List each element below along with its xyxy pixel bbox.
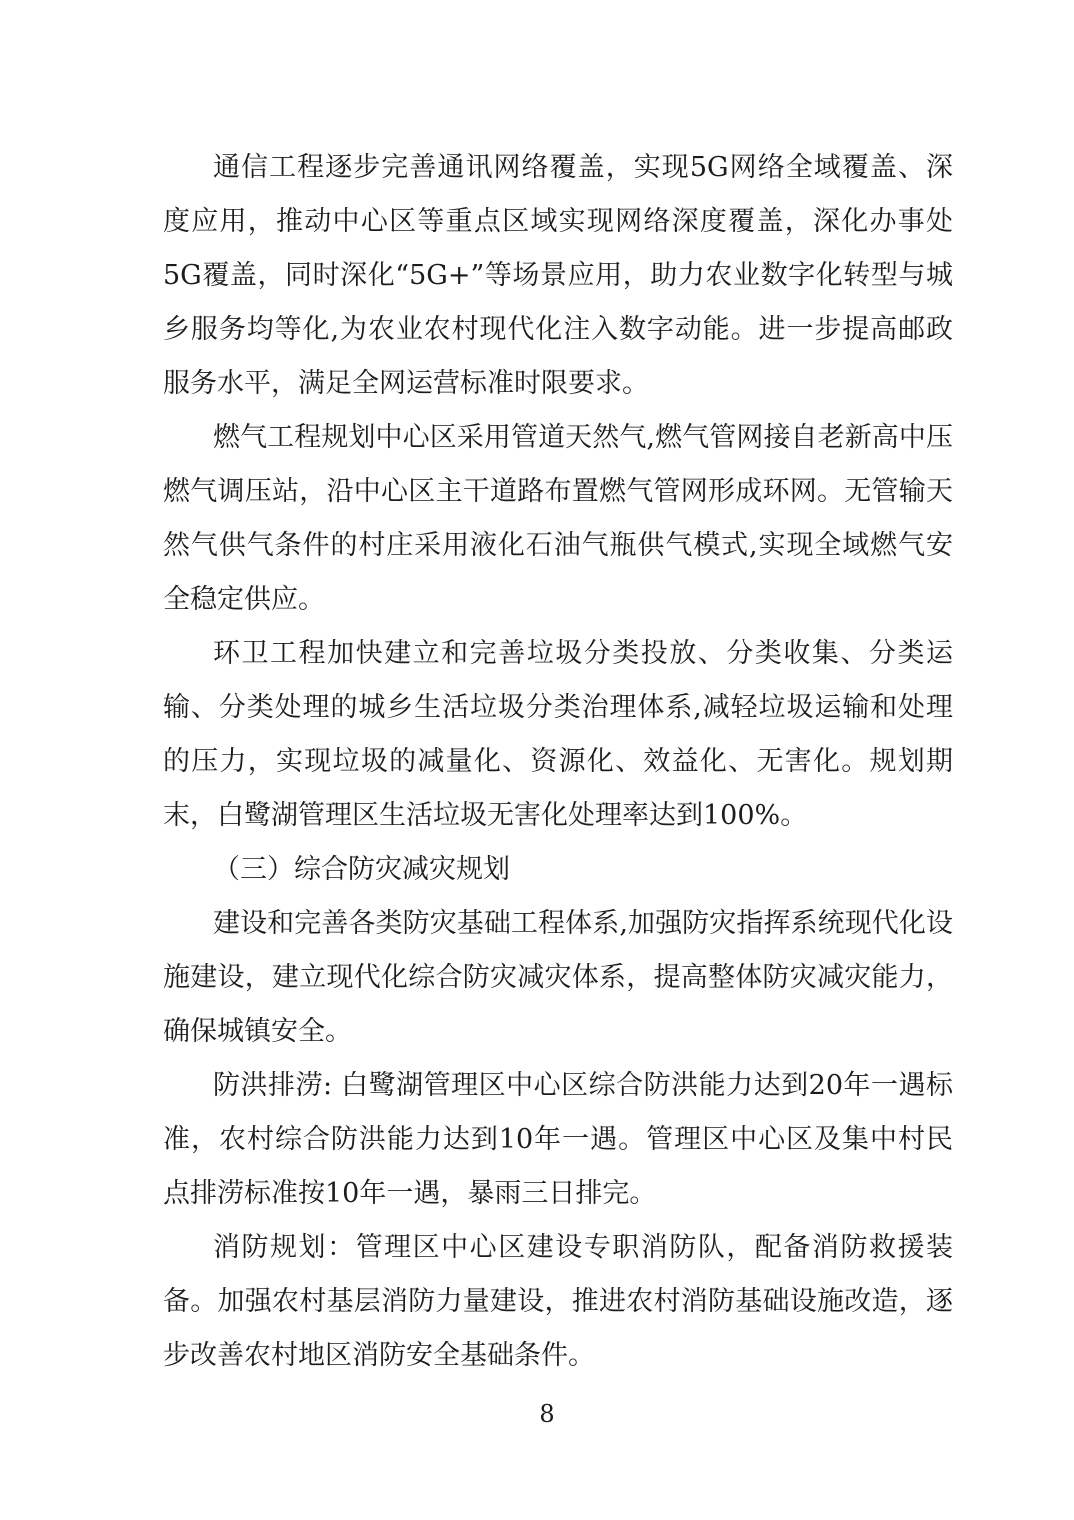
- page-number: 8: [539, 1400, 555, 1428]
- paragraph-telecom: 通信工程逐步完善通讯网络覆盖，实现5G网络全域覆盖、深度应用，推动中心区等重点区域实现网络深度覆盖，深化办事处5G覆盖，同时深化“5G+”等场景应用，助力农业数字化转型与城乡服务均等化,为农业农村现代化注入数字动能。进一步提高邮政服务水平，满足全网运营标准时限要求。: [163, 152, 953, 399]
- paragraph-sanitation: 环卫工程加快建立和完善垃圾分类投放、分类收集、分类运输、分类处理的城乡生活垃圾分类治理体系,减轻垃圾运输和处理的压力，实现垃圾的减量化、资源化、效益化、无害化。规划期末，白鹭湖管理区生活垃圾无害化处理率达到100%。: [163, 638, 953, 831]
- paragraph-disaster-overview: 建设和完善各类防灾基础工程体系,加强防灾指挥系统现代化设施建设，建立现代化综合防灾减灾体系，提高整体防灾减灾能力，确保城镇安全。: [163, 908, 953, 1047]
- paragraph-gas: 燃气工程规划中心区采用管道天然气,燃气管网接自老新高中压燃气调压站，沿中心区主干道路布置燃气管网形成环网。无管输天然气供气条件的村庄采用液化石油气瓶供气模式,实现全域燃气安全稳定供应。: [163, 422, 953, 615]
- text-block: [163, 141, 953, 1383]
- paragraph-fire-planning: 消防规划：管理区中心区建设专职消防队，配备消防救援装备。加强农村基层消防力量建设，推进农村消防基础设施改造，逐步改善农村地区消防安全基础条件。: [163, 1232, 953, 1371]
- section-heading-disaster-prevention: （三）综合防灾减灾规划: [213, 854, 510, 885]
- paragraph-flood-control: 防洪排涝: 白鹭湖管理区中心区综合防洪能力达到20年一遇标准，农村综合防洪能力达到10年一遇。管理区中心区及集中村民点排涝标准按10年一遇，暴雨三日排完。: [163, 1070, 953, 1209]
